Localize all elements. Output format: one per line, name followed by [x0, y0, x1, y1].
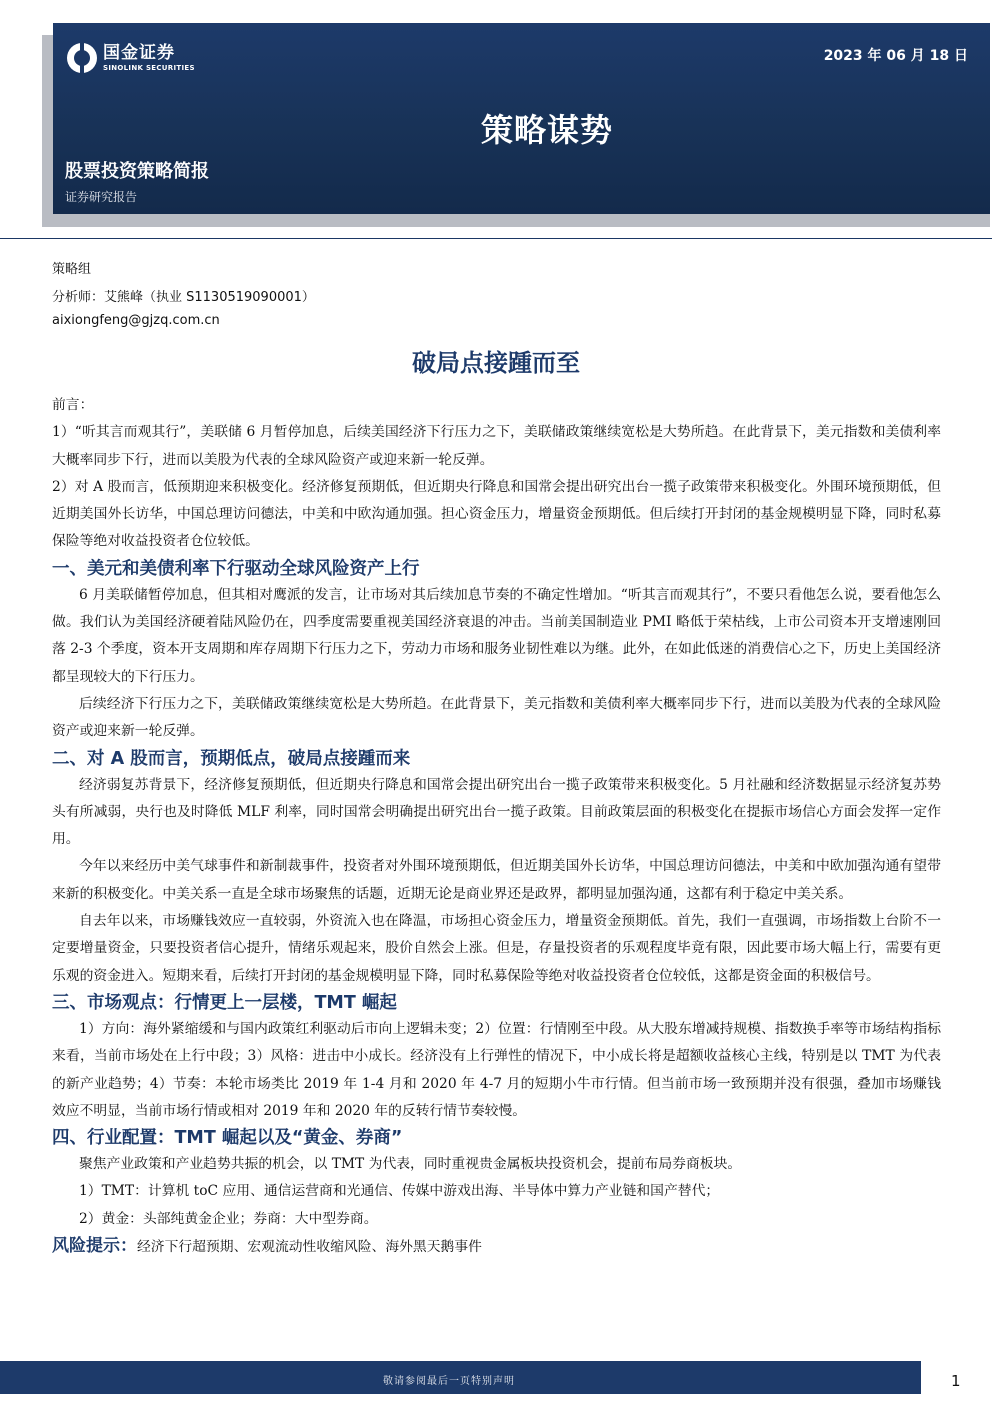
analyst-info: 分析师：艾熊峰（执业 S1130519090001） — [52, 290, 315, 305]
analyst-email[interactable]: aixiongfeng@gjzq.com.cn — [52, 313, 220, 328]
risk-warning-label: 风险提示： — [52, 1236, 137, 1257]
report-header-banner — [53, 23, 990, 214]
section-2-paragraph-1: 经济弱复苏背景下，经济修复预期低，但近期央行降息和国常会提出研究出台一揽子政策带来积极变化。5 月社融和经济数据显示经济复苏势头有所减弱，央行也及时降低 MLF 利率，同时国常会明确提出研究出台一揽子政策。目前政策层面的积极变化在提振市场信心方面会发挥一定作用。 — [52, 776, 941, 848]
section-1-paragraph-2: 后续经济下行压力之下，美联储政策继续宽松是大势所趋。在此背景下，美元指数和美债利率大概率同步下行，进而以美股为代表的全球风险资产或迎来新一轮反弹。 — [52, 695, 941, 740]
footer-bar — [0, 1361, 921, 1394]
logo-name-cn: 国金证券 — [103, 42, 175, 63]
section-2-paragraph-2: 今年以来经历中美气球事件和新制裁事件，投资者对外围环境预期低，但近期美国外长访华，中国总理访问德法，中美和中欧加强沟通有望带来新的积极变化。中美关系一直是全球市场聚焦的话题，近期无论是商业界还是政界，都明显加强沟通，这都有利于稳定中美关系。 — [52, 858, 941, 902]
report-subtitle: 股票投资策略简报 — [65, 161, 209, 182]
report-type: 证券研究报告 — [65, 190, 138, 204]
section-heading-1: 一、美元和美债利率下行驱动全球风险资产上行 — [52, 558, 420, 579]
sinolink-logo-icon — [67, 43, 97, 73]
risk-warning-text: 经济下行超预期、宏观流动性收缩风险、海外黑天鹅事件 — [137, 1239, 482, 1256]
logo-name-en: SINOLINK SECURITIES — [103, 63, 195, 72]
section-2-paragraph-3: 自去年以来，市场赚钱效应一直较弱，外资流入也在降温，市场担心资金压力，增量资金预期低。首先，我们一直强调，市场指数上台阶不一定要增量资金，只要投资者信心提升，情绪乐观起来，股价自然会上涨。但是，存量投资者的乐观程度毕竟有限，因此要市场大幅上行，需要有更乐观的资金进入。短期来看，后续打开封闭的基金规模明显下降，同时私募保险等绝对收益投资者仓位较低，这都是资金面的积极信号。 — [52, 913, 941, 984]
disclaimer-notice: 敬请参阅最后一页特别声明 — [383, 1376, 515, 1387]
section-1-paragraph-1: 6 月美联储暂停加息，但其相对鹰派的发言，让市场对其后续加息节奏的不确定性增加。“听其言而观其行”，不要只看他怎么说，要看他怎么做。我们认为美国经济硬着陆风险仍在，四季度需要重视美国经济衰退的冲击。当前美国制造业 PMI 略低于荣枯线，上市公司资本开支增速刚回落 2-3 个季度，资本开支周期和库存周期下行压力之下，劳动力市场和服务业韧性难以为继。此外，在如此低迷的消费信心之下，历史上美国经济都呈现较大的下行压力。 — [52, 586, 941, 685]
report-date: 2023 年 06 月 18 日 — [823, 48, 968, 64]
risk-warning — [52, 1233, 941, 1260]
section-4-paragraph-3: 2）黄金：头部纯黄金企业；券商：大中型券商。 — [79, 1210, 378, 1227]
section-4-paragraph-2: 1）TMT：计算机 toC 应用、通信运营商和光通信、传媒中游戏出海、半导体中算力产业链和国产替代； — [79, 1183, 720, 1200]
company-logo — [67, 43, 195, 73]
preface-label: 前言： — [52, 397, 94, 413]
preface-point-1: 1）“听其言而观其行”，美联储 6 月暂停加息，后续美国经济下行压力之下，美联储政策继续宽松是大势所趋。在此背景下，美元指数和美债利率大概率同步下行，进而以美股为代表的全球风险资产或迎来新一轮反弹。 — [52, 424, 941, 468]
page-number: 1 — [951, 1372, 961, 1390]
report-series-title: 策略谋势 — [481, 111, 614, 149]
research-group: 策略组 — [52, 262, 92, 277]
article-body — [52, 392, 941, 1260]
preface-point-2: 2）对 A 股而言，低预期迎来积极变化。经济修复预期低，但近期央行降息和国常会提出研究出台一揽子政策带来积极变化。外围环境预期低，但近期美国外长访华，中国总理访问德法，中美和中欧沟通加强。担心资金压力，增量资金预期低。但后续打开封闭的基金规模明显下降，同时私募保险等绝对收益投资者仓位较低。 — [52, 478, 941, 550]
section-3-paragraph-1: 1）方向：海外紧缩缓和与国内政策红利驱动后市向上逻辑未变；2）位置：行情刚至中段。从大股东增减持规模、指数换手率等市场结构指标来看，当前市场处在上行中段；3）风格：进击中小成长。经济没有上行弹性的情况下，中小成长将是超额收益核心主线，特别是以 TMT 为代表的新产业趋势；4）节奏：本轮市场类比 2019 年 1-4 月和 2020 年 4-7 月的短期小牛市行情。但当前市场一致预期并没有很强，叠加市场赚钱效应不明显，当前市场行情或相对 2019 年和 2020 年的反转行情节奏较慢。 — [52, 1020, 941, 1119]
header-divider — [0, 238, 992, 239]
section-heading-4: 四、行业配置：TMT 崛起以及“黄金、券商” — [52, 1128, 403, 1149]
section-heading-3: 三、市场观点：行情更上一层楼，TMT 崛起 — [52, 992, 397, 1013]
section-4-paragraph-1: 聚焦产业政策和产业趋势共振的机会，以 TMT 为代表，同时重视贵金属板块投资机会，提前布局券商板块。 — [79, 1156, 742, 1173]
article-title: 破局点接踵而至 — [412, 349, 580, 377]
section-heading-2: 二、对 A 股而言，预期低点，破局点接踵而来 — [52, 748, 411, 769]
